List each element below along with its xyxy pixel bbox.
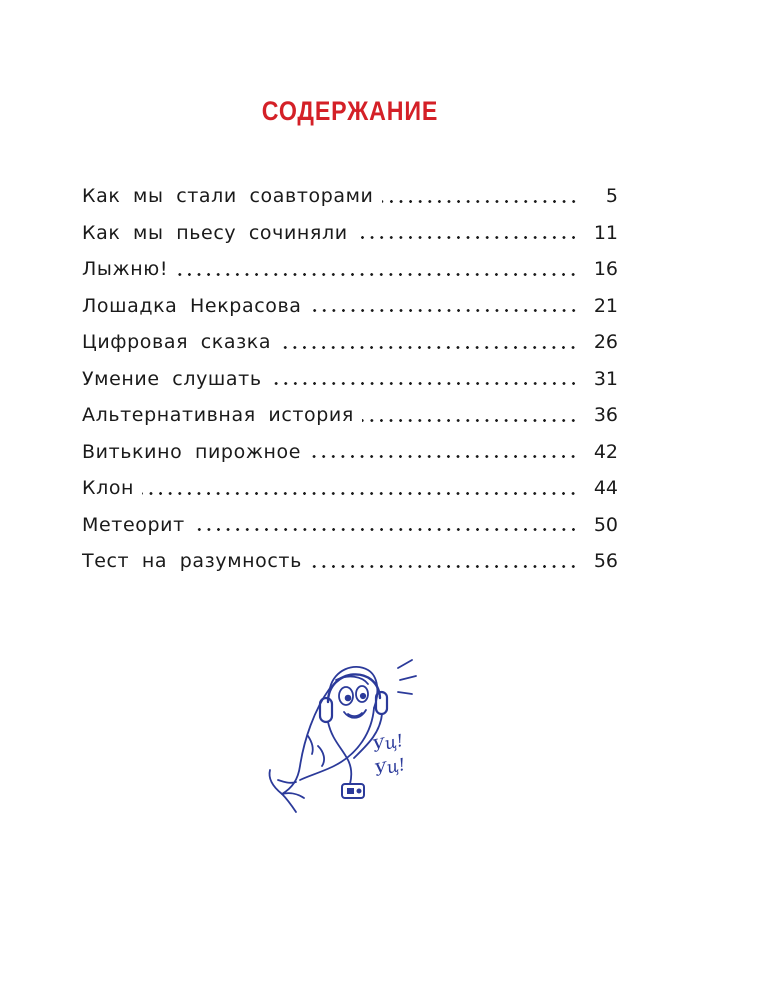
toc-entry-title: Клон <box>82 477 135 500</box>
dot-leader <box>382 200 578 203</box>
dot-leader <box>309 455 578 458</box>
toc-entry-title: Витькино пирожное <box>82 440 302 463</box>
toc-entry-page: 36 <box>593 404 618 427</box>
toc-entry-title: Альтернативная история <box>82 404 354 427</box>
toc-entry[interactable] <box>82 507 618 544</box>
toc-entry-title: Тест на разумность <box>82 550 302 573</box>
toc-entry-title: Лыжню! <box>82 258 169 281</box>
headphones-right-cup <box>376 692 387 714</box>
toc-entry-page: 44 <box>593 477 618 500</box>
toc-entry-page: 26 <box>593 331 618 354</box>
headphones-band <box>328 674 380 702</box>
dot-leader <box>310 309 578 312</box>
dot-leader <box>193 528 578 531</box>
toc-entry[interactable] <box>82 470 618 507</box>
toc-entry[interactable] <box>82 361 618 398</box>
toc-entry-page: 5 <box>605 185 618 208</box>
toc-entry-page: 21 <box>593 294 618 317</box>
dot-leader <box>279 346 578 349</box>
headphones-wire <box>328 722 351 784</box>
toc-entry[interactable] <box>82 215 618 252</box>
fish-fin <box>318 746 324 766</box>
fish-head <box>330 667 377 708</box>
dot-leader <box>142 492 578 495</box>
toc-entry-title: Цифровая сказка <box>82 331 272 354</box>
toc-entry[interactable] <box>82 251 618 288</box>
toc-entry-page: 31 <box>593 367 618 390</box>
toc-entry[interactable] <box>82 324 618 361</box>
toc-entry-page: 11 <box>593 221 618 244</box>
toc-entry-page: 56 <box>593 550 618 573</box>
toc-entry-title: Умение слушать <box>82 367 262 390</box>
toc-entry-page: 50 <box>593 513 618 536</box>
toc-entry-title: Как мы пьесу сочиняли <box>82 221 348 244</box>
toc-entry[interactable] <box>82 288 618 325</box>
illustration-caption-2: Уц! <box>372 754 408 781</box>
toc-entry[interactable] <box>82 434 618 471</box>
illustration-caption-1: Уц! <box>370 730 406 757</box>
toc-entry-title: Лошадка Некрасова <box>82 294 302 317</box>
toc-entry[interactable] <box>82 178 618 215</box>
toc-entry[interactable] <box>82 543 618 580</box>
toc-entry[interactable] <box>82 397 618 434</box>
dot-leader <box>356 236 578 239</box>
dot-leader <box>310 565 578 568</box>
fish-with-headphones-illustration <box>262 648 432 818</box>
toc-entry-title: Метеорит <box>82 513 185 536</box>
toc-entry-page: 42 <box>593 440 618 463</box>
dot-leader <box>176 273 578 276</box>
toc-entry-page: 16 <box>593 258 618 281</box>
page-title: СОДЕРЖАНИЕ <box>261 96 439 126</box>
table-of-contents <box>82 178 618 580</box>
toc-entry-title: Как мы стали соавторами <box>82 185 374 208</box>
dot-leader <box>362 419 578 422</box>
dot-leader <box>270 382 578 385</box>
sound-lines <box>398 660 416 694</box>
